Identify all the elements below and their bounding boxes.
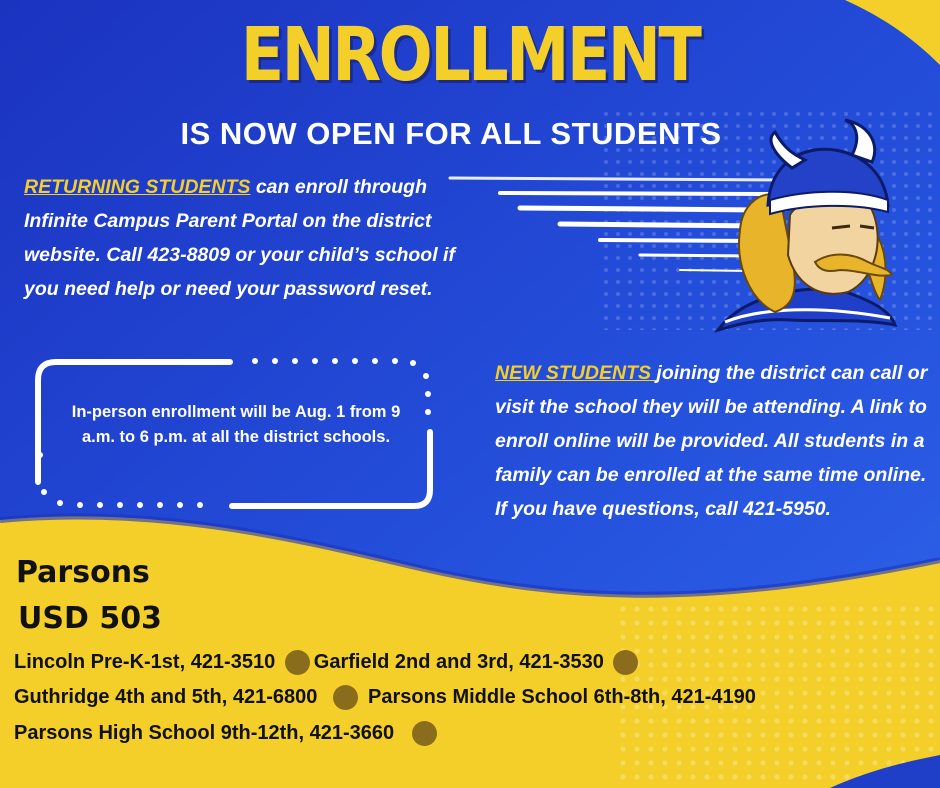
bullet-icon	[412, 721, 437, 746]
returning-students-body: can enroll through Infinite Campus Parent Portal on the district website. Call 423-8809 or your child’s school if you need help or need your password reset.	[24, 176, 455, 300]
school-high: Parsons High School 9th-12th, 421-3660	[14, 721, 395, 744]
school-lincoln: Lincoln Pre-K-1st, 421-3510	[14, 650, 276, 673]
page-subtitle: IS NOW OPEN FOR ALL STUDENTS	[180, 116, 722, 151]
in-person-enrollment-text: In-person enrollment will be Aug. 1 from 9 a.m. to 6 p.m. at all the district schools.	[71, 403, 401, 446]
school-line	[14, 650, 642, 675]
page-title: ENROLLMENT	[240, 12, 700, 98]
district-name: Parsons	[16, 555, 150, 590]
district-number: USD 503	[18, 601, 162, 636]
bullet-icon	[285, 650, 310, 675]
returning-students-text	[24, 170, 464, 306]
new-students-highlight: NEW STUDENTS	[495, 362, 657, 384]
returning-students-highlight: RETURNING STUDENTS	[24, 176, 251, 198]
school-guthridge: Guthridge 4th and 5th, 421-6800	[14, 685, 318, 708]
bullet-icon	[613, 650, 638, 675]
new-students-body: joining the district can call or visit the school they will be attending. A link to enroll online will be provided. All students in a family can be enrolled at the same time online. If you have questions, call 421-5950.	[495, 362, 928, 520]
school-line	[14, 721, 441, 746]
new-students-text	[495, 356, 931, 526]
school-garfield: Garfield 2nd and 3rd, 421-3530	[313, 650, 604, 673]
bullet-icon	[333, 685, 358, 710]
school-middle: Parsons Middle School 6th-8th, 421-4190	[367, 685, 756, 708]
school-line	[14, 685, 756, 710]
